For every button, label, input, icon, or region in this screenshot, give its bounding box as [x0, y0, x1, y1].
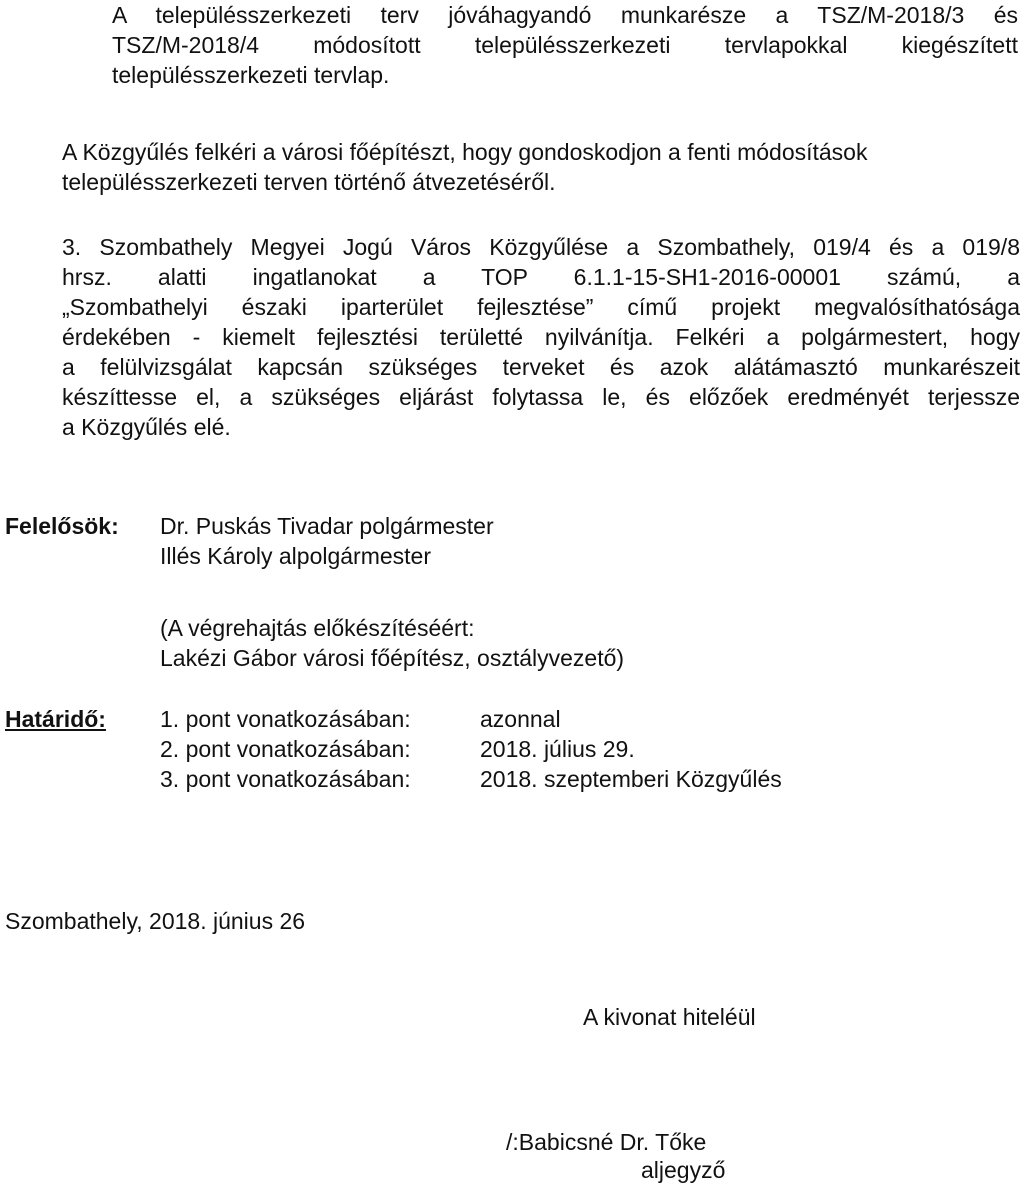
- signer-title: aljegyző: [641, 1157, 726, 1183]
- responsibles-label: Felelősök:: [5, 513, 119, 539]
- deadline-point: 1. pont vonatkozásában:: [160, 706, 411, 732]
- deadline-label: Határidő:: [5, 706, 106, 732]
- paragraph-line: településszerkezeti tervlap.: [112, 62, 390, 88]
- deadline-row: [160, 764, 782, 794]
- preparation-note: [160, 613, 624, 673]
- paragraph-line: készíttesse el, a szükséges eljárást folytassa le, és előzőek eredményét terjessze: [62, 384, 1020, 410]
- deadline-value: 2018. július 29.: [480, 736, 635, 762]
- paragraph-line: településszerkezeti terven történő átvezetéséről.: [62, 169, 556, 195]
- paragraph-point-3: [62, 232, 1020, 442]
- paragraph-line: A településszerkezeti terv jóváhagyandó munkarésze a TSZ/M-2018/3 és: [112, 2, 1018, 28]
- paragraph-line: „Szombathelyi északi iparterület fejlesztése” című projekt megvalósíthatósága: [62, 294, 1020, 320]
- responsible-person: Dr. Puskás Tivadar polgármester: [160, 513, 494, 539]
- deadline-row: [160, 734, 782, 764]
- signer-name: /:Babicsné Dr. Tőke: [506, 1129, 707, 1155]
- paragraph-plan-approval: [112, 0, 1018, 90]
- responsible-person: Illés Károly alpolgármester: [160, 543, 432, 569]
- paragraph-line: hrsz. alatti ingatlanokat a TOP 6.1.1-15-SH1-2016-00001 számú, a: [62, 264, 1020, 290]
- deadline-point: 2. pont vonatkozásában:: [160, 736, 411, 762]
- paragraph-line: a Közgyűlés elé.: [62, 414, 231, 440]
- paragraph-architect-request: [62, 137, 1020, 197]
- deadline-value: azonnal: [480, 706, 561, 732]
- place-and-date: Szombathely, 2018. június 26: [5, 908, 306, 934]
- note-line: Lakézi Gábor városi főépítész, osztályvezető): [160, 645, 625, 671]
- responsibles-list: [160, 511, 494, 571]
- paragraph-line: A Közgyűlés felkéri a városi főépítészt, hogy gondoskodjon a fenti módosítások: [62, 139, 868, 165]
- note-line: (A végrehajtás előkészítéséért:: [160, 615, 475, 641]
- paragraph-line: a felülvizsgálat kapcsán szükséges terveket és azok alátámasztó munkarészeit: [62, 354, 1020, 380]
- paragraph-line: érdekében - kiemelt fejlesztési területté nyilvánítja. Felkéri a polgármestert, hogy: [62, 324, 1020, 350]
- deadline-point: 3. pont vonatkozásában:: [160, 766, 411, 792]
- deadline-value: 2018. szeptemberi Közgyűlés: [480, 766, 782, 792]
- paragraph-line: TSZ/M-2018/4 módosított településszerkezeti tervlapokkal kiegészített: [112, 32, 1018, 58]
- deadline-table: [160, 704, 782, 794]
- certification-text: A kivonat hiteléül: [583, 1004, 756, 1030]
- deadline-row: [160, 704, 782, 734]
- paragraph-line: 3. Szombathely Megyei Jogú Város Közgyűlése a Szombathely, 019/4 és a 019/8: [62, 234, 1020, 260]
